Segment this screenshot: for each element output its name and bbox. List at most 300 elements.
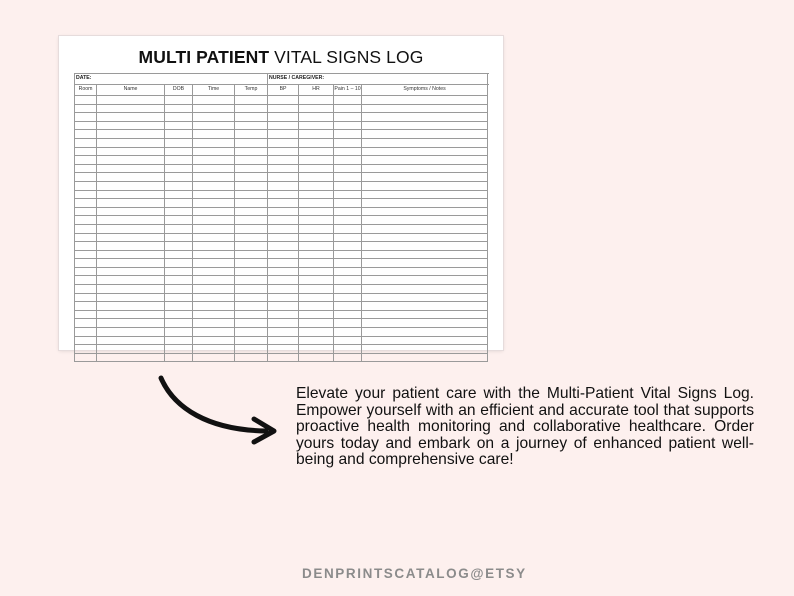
- table-cell[interactable]: [235, 285, 268, 294]
- table-cell[interactable]: [97, 181, 165, 190]
- table-cell[interactable]: [193, 216, 235, 225]
- table-cell[interactable]: [165, 302, 193, 311]
- table-row: [75, 285, 488, 294]
- table-cell[interactable]: [97, 121, 165, 130]
- table-cell[interactable]: [75, 181, 97, 190]
- table-cell[interactable]: [193, 199, 235, 208]
- table-cell[interactable]: [97, 233, 165, 242]
- table-cell[interactable]: [165, 259, 193, 268]
- table-cell[interactable]: [299, 216, 334, 225]
- table-cell[interactable]: [362, 276, 488, 285]
- table-cell[interactable]: [97, 96, 165, 105]
- table-cell[interactable]: [268, 173, 299, 182]
- table-cell[interactable]: [334, 285, 362, 294]
- table-cell[interactable]: [193, 267, 235, 276]
- table-cell[interactable]: [299, 319, 334, 328]
- table-cell[interactable]: [75, 216, 97, 225]
- table-cell[interactable]: [334, 353, 362, 362]
- table-cell[interactable]: [334, 104, 362, 113]
- table-cell[interactable]: [268, 121, 299, 130]
- table-row: [75, 345, 488, 354]
- table-cell[interactable]: [193, 328, 235, 337]
- table-cell[interactable]: [235, 250, 268, 259]
- table-cell[interactable]: [97, 130, 165, 139]
- table-cell[interactable]: [193, 147, 235, 156]
- table-cell[interactable]: [334, 181, 362, 190]
- table-cell[interactable]: [97, 345, 165, 354]
- table-cell[interactable]: [75, 293, 97, 302]
- table-cell[interactable]: [235, 164, 268, 173]
- table-cell[interactable]: [268, 104, 299, 113]
- table-cell[interactable]: [362, 207, 488, 216]
- table-cell[interactable]: [193, 138, 235, 147]
- table-cell[interactable]: [299, 293, 334, 302]
- table-cell[interactable]: [334, 113, 362, 122]
- table-cell[interactable]: [193, 285, 235, 294]
- table-cell[interactable]: [193, 319, 235, 328]
- table-cell[interactable]: [299, 242, 334, 251]
- table-cell[interactable]: [75, 285, 97, 294]
- table-cell[interactable]: [268, 353, 299, 362]
- table-cell[interactable]: [362, 156, 488, 165]
- table-cell[interactable]: [299, 276, 334, 285]
- table-cell[interactable]: [299, 310, 334, 319]
- table-cell[interactable]: [97, 310, 165, 319]
- table-cell[interactable]: [299, 113, 334, 122]
- table-cell[interactable]: [235, 310, 268, 319]
- table-row: [75, 147, 488, 156]
- table-cell[interactable]: [193, 104, 235, 113]
- table-cell[interactable]: [165, 147, 193, 156]
- table-cell[interactable]: [334, 250, 362, 259]
- table-cell[interactable]: [75, 259, 97, 268]
- table-cell[interactable]: [97, 216, 165, 225]
- table-cell[interactable]: [299, 190, 334, 199]
- table-cell[interactable]: [235, 147, 268, 156]
- table-cell[interactable]: [268, 96, 299, 105]
- table-cell[interactable]: [75, 164, 97, 173]
- table-cell[interactable]: [268, 328, 299, 337]
- table-cell[interactable]: [75, 353, 97, 362]
- table-cell[interactable]: [268, 250, 299, 259]
- table-cell[interactable]: [362, 302, 488, 311]
- table-row: [75, 267, 488, 276]
- table-cell[interactable]: [165, 130, 193, 139]
- table-cell[interactable]: [334, 138, 362, 147]
- table-cell[interactable]: [362, 345, 488, 354]
- table-cell[interactable]: [235, 267, 268, 276]
- table-cell[interactable]: [299, 285, 334, 294]
- table-cell[interactable]: [362, 285, 488, 294]
- table-cell[interactable]: [193, 242, 235, 251]
- table-cell[interactable]: [362, 267, 488, 276]
- table-cell[interactable]: [97, 242, 165, 251]
- table-cell[interactable]: [193, 302, 235, 311]
- table-cell[interactable]: [362, 113, 488, 122]
- table-cell[interactable]: [193, 233, 235, 242]
- table-cell[interactable]: [165, 224, 193, 233]
- table-cell[interactable]: [75, 138, 97, 147]
- table-cell[interactable]: [362, 104, 488, 113]
- table-cell[interactable]: [268, 224, 299, 233]
- table-cell[interactable]: [362, 336, 488, 345]
- table-cell[interactable]: [299, 233, 334, 242]
- col-header-time: Time: [193, 85, 235, 96]
- table-cell[interactable]: [299, 328, 334, 337]
- table-cell[interactable]: [334, 216, 362, 225]
- table-cell[interactable]: [97, 259, 165, 268]
- table-cell[interactable]: [299, 181, 334, 190]
- table-cell[interactable]: [193, 173, 235, 182]
- table-cell[interactable]: [97, 104, 165, 113]
- table-cell[interactable]: [75, 147, 97, 156]
- table-cell[interactable]: [97, 285, 165, 294]
- column-header-row: [75, 85, 488, 96]
- table-cell[interactable]: [235, 276, 268, 285]
- table-cell[interactable]: [165, 156, 193, 165]
- table-cell[interactable]: [75, 250, 97, 259]
- table-cell[interactable]: [362, 173, 488, 182]
- table-cell[interactable]: [362, 164, 488, 173]
- table-cell[interactable]: [299, 250, 334, 259]
- table-cell[interactable]: [362, 233, 488, 242]
- table-cell[interactable]: [235, 336, 268, 345]
- table-cell[interactable]: [362, 328, 488, 337]
- table-cell[interactable]: [235, 199, 268, 208]
- table-cell[interactable]: [165, 181, 193, 190]
- sheet-title-light: VITAL SIGNS LOG: [274, 47, 424, 67]
- table-cell[interactable]: [97, 207, 165, 216]
- table-cell[interactable]: [334, 293, 362, 302]
- table-cell[interactable]: [268, 181, 299, 190]
- table-cell[interactable]: [299, 302, 334, 311]
- table-cell[interactable]: [362, 138, 488, 147]
- table-cell[interactable]: [75, 199, 97, 208]
- table-row: [75, 336, 488, 345]
- table-cell[interactable]: [334, 147, 362, 156]
- table-cell[interactable]: [235, 216, 268, 225]
- table-cell[interactable]: [334, 233, 362, 242]
- table-cell[interactable]: [235, 104, 268, 113]
- table-cell[interactable]: [235, 207, 268, 216]
- table-cell[interactable]: [268, 199, 299, 208]
- table-cell[interactable]: [362, 190, 488, 199]
- table-cell[interactable]: [268, 207, 299, 216]
- table-cell[interactable]: [362, 224, 488, 233]
- table-cell[interactable]: [235, 156, 268, 165]
- table-cell[interactable]: [235, 190, 268, 199]
- table-cell[interactable]: [235, 173, 268, 182]
- table-cell[interactable]: [75, 267, 97, 276]
- table-cell[interactable]: [165, 233, 193, 242]
- table-cell[interactable]: [75, 113, 97, 122]
- table-cell[interactable]: [268, 147, 299, 156]
- table-cell[interactable]: [362, 353, 488, 362]
- table-cell[interactable]: [193, 345, 235, 354]
- table-cell[interactable]: [75, 345, 97, 354]
- table-cell[interactable]: [193, 190, 235, 199]
- table-cell[interactable]: [334, 190, 362, 199]
- table-cell[interactable]: [299, 156, 334, 165]
- table-cell[interactable]: [193, 224, 235, 233]
- table-cell[interactable]: [193, 293, 235, 302]
- table-cell[interactable]: [75, 224, 97, 233]
- table-cell[interactable]: [97, 199, 165, 208]
- table-cell[interactable]: [334, 319, 362, 328]
- table-cell[interactable]: [268, 319, 299, 328]
- table-cell[interactable]: [165, 345, 193, 354]
- table-cell[interactable]: [193, 207, 235, 216]
- table-cell[interactable]: [165, 121, 193, 130]
- table-cell[interactable]: [299, 199, 334, 208]
- table-cell[interactable]: [268, 233, 299, 242]
- table-cell[interactable]: [235, 181, 268, 190]
- table-cell[interactable]: [165, 138, 193, 147]
- table-cell[interactable]: [235, 328, 268, 337]
- table-cell[interactable]: [235, 345, 268, 354]
- table-cell[interactable]: [193, 250, 235, 259]
- table-cell[interactable]: [97, 319, 165, 328]
- table-cell[interactable]: [235, 242, 268, 251]
- table-cell[interactable]: [362, 259, 488, 268]
- table-cell[interactable]: [97, 147, 165, 156]
- table-cell[interactable]: [193, 113, 235, 122]
- table-cell[interactable]: [235, 113, 268, 122]
- table-cell[interactable]: [193, 121, 235, 130]
- table-cell[interactable]: [75, 190, 97, 199]
- table-cell[interactable]: [362, 121, 488, 130]
- table-cell[interactable]: [362, 242, 488, 251]
- table-cell[interactable]: [299, 121, 334, 130]
- table-cell[interactable]: [235, 138, 268, 147]
- table-cell[interactable]: [235, 353, 268, 362]
- table-cell[interactable]: [334, 267, 362, 276]
- table-cell[interactable]: [193, 353, 235, 362]
- table-cell[interactable]: [165, 199, 193, 208]
- table-cell[interactable]: [334, 336, 362, 345]
- table-cell[interactable]: [193, 336, 235, 345]
- table-cell[interactable]: [193, 96, 235, 105]
- table-cell[interactable]: [299, 224, 334, 233]
- table-cell[interactable]: [75, 104, 97, 113]
- table-cell[interactable]: [165, 207, 193, 216]
- table-cell[interactable]: [97, 336, 165, 345]
- table-cell[interactable]: [75, 276, 97, 285]
- table-cell[interactable]: [97, 156, 165, 165]
- table-cell[interactable]: [165, 267, 193, 276]
- table-cell[interactable]: [75, 207, 97, 216]
- table-cell[interactable]: [268, 190, 299, 199]
- table-cell[interactable]: [362, 250, 488, 259]
- table-cell[interactable]: [97, 353, 165, 362]
- table-cell[interactable]: [299, 336, 334, 345]
- table-cell[interactable]: [165, 173, 193, 182]
- table-cell[interactable]: [334, 242, 362, 251]
- table-cell[interactable]: [165, 216, 193, 225]
- table-cell[interactable]: [75, 173, 97, 182]
- table-row: [75, 138, 488, 147]
- table-cell[interactable]: [165, 285, 193, 294]
- table-cell[interactable]: [97, 250, 165, 259]
- table-cell[interactable]: [334, 121, 362, 130]
- table-cell[interactable]: [165, 104, 193, 113]
- table-cell[interactable]: [268, 113, 299, 122]
- table-cell[interactable]: [75, 96, 97, 105]
- table-cell[interactable]: [334, 345, 362, 354]
- table-cell[interactable]: [334, 276, 362, 285]
- table-cell[interactable]: [165, 113, 193, 122]
- table-cell[interactable]: [165, 310, 193, 319]
- table-cell[interactable]: [235, 293, 268, 302]
- table-cell[interactable]: [362, 130, 488, 139]
- table-cell[interactable]: [165, 164, 193, 173]
- table-row: [75, 130, 488, 139]
- sheet-title-bold: MULTI PATIENT: [138, 47, 270, 67]
- table-cell[interactable]: [165, 242, 193, 251]
- table-cell[interactable]: [299, 164, 334, 173]
- table-cell[interactable]: [334, 199, 362, 208]
- table-cell[interactable]: [97, 328, 165, 337]
- table-row: [75, 310, 488, 319]
- table-cell[interactable]: [334, 156, 362, 165]
- table-cell[interactable]: [299, 138, 334, 147]
- table-cell[interactable]: [97, 173, 165, 182]
- table-cell[interactable]: [268, 216, 299, 225]
- table-cell[interactable]: [299, 345, 334, 354]
- table-row: [75, 164, 488, 173]
- table-cell[interactable]: [268, 345, 299, 354]
- table-cell[interactable]: [165, 336, 193, 345]
- table-cell[interactable]: [299, 96, 334, 105]
- table-cell[interactable]: [165, 328, 193, 337]
- table-cell[interactable]: [75, 130, 97, 139]
- table-cell[interactable]: [334, 259, 362, 268]
- table-cell[interactable]: [299, 130, 334, 139]
- table-cell[interactable]: [268, 293, 299, 302]
- table-cell[interactable]: [75, 233, 97, 242]
- table-cell[interactable]: [75, 319, 97, 328]
- table-cell[interactable]: [299, 259, 334, 268]
- table-cell[interactable]: [165, 319, 193, 328]
- table-cell[interactable]: [165, 353, 193, 362]
- table-cell[interactable]: [165, 96, 193, 105]
- table-cell[interactable]: [299, 104, 334, 113]
- promo-text: Elevate your patient care with the Multi-Patient Vital Signs Log. Empower yourself with an efficient and accurate tool that supports proactive health monitoring and collaborative healthcare. Order yours today and embark on a journey of enhanced patient well-being and comprehensive care!: [296, 385, 754, 468]
- table-cell[interactable]: [97, 276, 165, 285]
- table-cell[interactable]: [193, 276, 235, 285]
- table-cell[interactable]: [193, 130, 235, 139]
- table-cell[interactable]: [97, 293, 165, 302]
- brand-handle: DENPRINTSCATALOG@ETSY: [302, 566, 527, 581]
- table-cell[interactable]: [362, 216, 488, 225]
- col-header-name: Name: [97, 85, 165, 96]
- table-cell[interactable]: [75, 336, 97, 345]
- curved-arrow-right-icon: [150, 372, 285, 452]
- table-cell[interactable]: [334, 310, 362, 319]
- table-cell[interactable]: [299, 353, 334, 362]
- table-cell[interactable]: [235, 233, 268, 242]
- table-cell[interactable]: [235, 302, 268, 311]
- table-cell[interactable]: [362, 96, 488, 105]
- table-cell[interactable]: [362, 319, 488, 328]
- table-cell[interactable]: [334, 130, 362, 139]
- table-cell[interactable]: [97, 113, 165, 122]
- table-cell[interactable]: [334, 96, 362, 105]
- table-cell[interactable]: [268, 130, 299, 139]
- table-cell[interactable]: [268, 336, 299, 345]
- table-cell[interactable]: [268, 164, 299, 173]
- date-field[interactable]: DATE:: [75, 74, 268, 85]
- table-cell[interactable]: [268, 259, 299, 268]
- table-cell[interactable]: [165, 190, 193, 199]
- table-cell[interactable]: [268, 138, 299, 147]
- table-cell[interactable]: [165, 250, 193, 259]
- table-cell[interactable]: [97, 138, 165, 147]
- table-cell[interactable]: [299, 207, 334, 216]
- table-cell[interactable]: [235, 130, 268, 139]
- table-cell[interactable]: [75, 310, 97, 319]
- table-cell[interactable]: [362, 310, 488, 319]
- table-cell[interactable]: [268, 267, 299, 276]
- table-cell[interactable]: [362, 181, 488, 190]
- table-cell[interactable]: [268, 156, 299, 165]
- table-cell[interactable]: [268, 302, 299, 311]
- table-cell[interactable]: [165, 276, 193, 285]
- table-cell[interactable]: [268, 242, 299, 251]
- table-cell[interactable]: [268, 285, 299, 294]
- table-cell[interactable]: [334, 302, 362, 311]
- table-cell[interactable]: [97, 302, 165, 311]
- table-cell[interactable]: [334, 207, 362, 216]
- table-cell[interactable]: [334, 328, 362, 337]
- table-cell[interactable]: [193, 310, 235, 319]
- table-cell[interactable]: [235, 224, 268, 233]
- table-cell[interactable]: [75, 328, 97, 337]
- table-cell[interactable]: [299, 267, 334, 276]
- table-cell[interactable]: [334, 173, 362, 182]
- table-cell[interactable]: [299, 147, 334, 156]
- table-cell[interactable]: [75, 242, 97, 251]
- table-cell[interactable]: [193, 259, 235, 268]
- table-cell[interactable]: [334, 224, 362, 233]
- table-cell[interactable]: [165, 293, 193, 302]
- table-cell[interactable]: [235, 96, 268, 105]
- table-cell[interactable]: [235, 121, 268, 130]
- table-cell[interactable]: [193, 164, 235, 173]
- table-cell[interactable]: [268, 276, 299, 285]
- table-cell[interactable]: [97, 224, 165, 233]
- table-cell[interactable]: [75, 156, 97, 165]
- table-cell[interactable]: [75, 121, 97, 130]
- table-cell[interactable]: [362, 199, 488, 208]
- table-cell[interactable]: [268, 310, 299, 319]
- table-cell[interactable]: [235, 259, 268, 268]
- table-cell[interactable]: [334, 164, 362, 173]
- table-cell[interactable]: [362, 293, 488, 302]
- table-cell[interactable]: [75, 302, 97, 311]
- table-cell[interactable]: [299, 173, 334, 182]
- table-row: [75, 224, 488, 233]
- table-cell[interactable]: [362, 147, 488, 156]
- table-cell[interactable]: [97, 190, 165, 199]
- table-cell[interactable]: [193, 156, 235, 165]
- nurse-caregiver-field[interactable]: NURSE / CAREGIVER:: [268, 74, 488, 85]
- table-cell[interactable]: [97, 267, 165, 276]
- table-row: [75, 302, 488, 311]
- table-cell[interactable]: [193, 181, 235, 190]
- table-cell[interactable]: [235, 319, 268, 328]
- table-cell[interactable]: [97, 164, 165, 173]
